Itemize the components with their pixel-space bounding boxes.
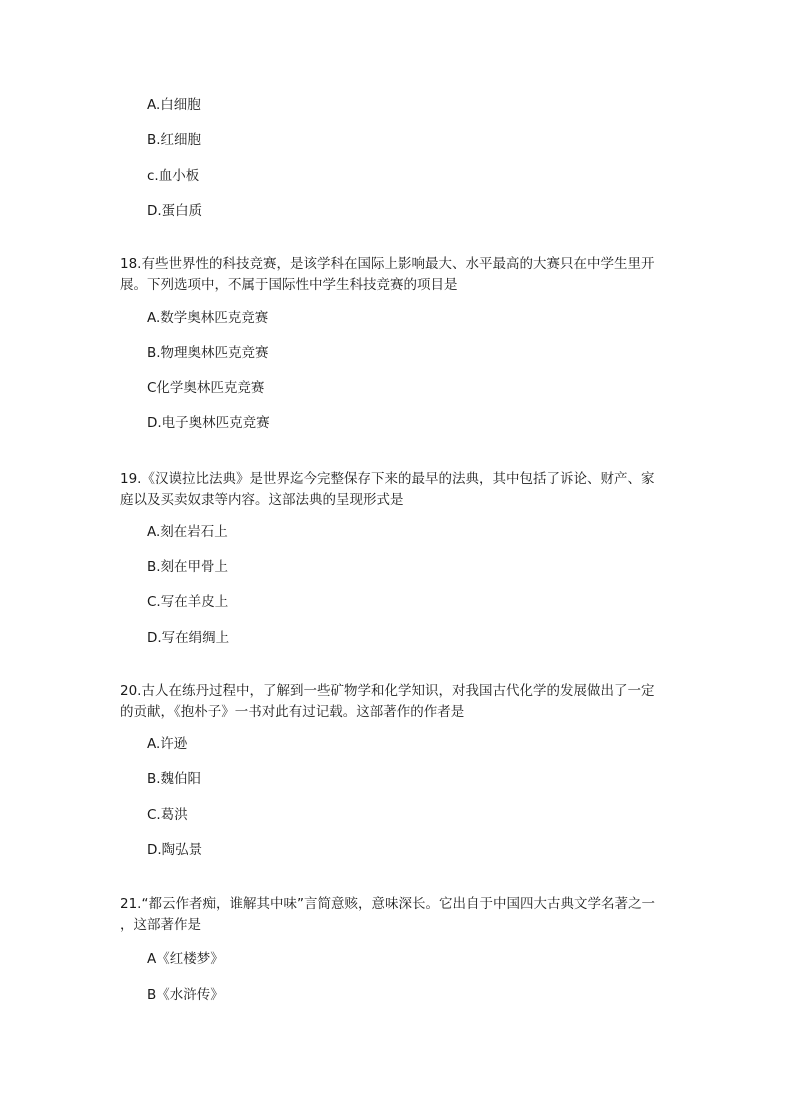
q17-option-a[interactable]: A.白细胞 xyxy=(147,97,201,113)
q20-option-b[interactable]: B.魏伯阳 xyxy=(147,771,202,787)
q21-stem xyxy=(120,894,680,936)
q18-option-a[interactable]: A.数学奥林匹克竞赛 xyxy=(147,310,269,326)
q21-stem-line: ，这部著作是 xyxy=(120,917,201,933)
q21-option-a[interactable]: A《红楼梦》 xyxy=(147,951,224,967)
q17-option-d[interactable]: D.蛋白质 xyxy=(147,203,203,219)
q18-option-b[interactable]: B.物理奥林匹克竞赛 xyxy=(147,345,269,361)
q17-option-c[interactable]: c.血小板 xyxy=(147,168,200,184)
q18-stem-line: 18.有些世界性的科技竞赛，是该学科在国际上影响最大、水平最高的大赛只在中学生里开 xyxy=(120,256,655,272)
q19-stem xyxy=(120,469,680,511)
q20-stem xyxy=(120,681,680,723)
q19-option-c[interactable]: C.写在羊皮上 xyxy=(147,594,229,610)
q18-option-d[interactable]: D.电子奥林匹克竞赛 xyxy=(147,415,270,431)
q19-stem-line: 庭以及买卖奴隶等内容。这部法典的呈现形式是 xyxy=(120,492,404,508)
q19-option-b[interactable]: B.刻在甲骨上 xyxy=(147,559,229,575)
q21-option-b[interactable]: B《水浒传》 xyxy=(147,987,224,1003)
q20-stem-line: 20.古人在练丹过程中，了解到一些矿物学和化学知识，对我国古代化学的发展做出了一定 xyxy=(120,683,655,699)
q19-option-a[interactable]: A.刻在岩石上 xyxy=(147,524,228,540)
q19-stem-line: 19.《汉谟拉比法典》是世界迄今完整保存下来的最早的法典，其中包括了诉论、财产、家 xyxy=(120,471,655,487)
q19-option-d[interactable]: D.写在绢绸上 xyxy=(147,630,230,646)
q17-option-b[interactable]: B.红细胞 xyxy=(147,132,202,148)
q20-option-c[interactable]: C.葛洪 xyxy=(147,807,188,823)
q20-option-d[interactable]: D.陶弘景 xyxy=(147,842,203,858)
q20-stem-line: 的贡献，《抱朴子》一书对此有过记载。这部著作的作者是 xyxy=(120,704,465,720)
q18-option-c[interactable]: C化学奥林匹克竞赛 xyxy=(147,380,265,396)
q18-stem xyxy=(120,254,680,296)
q20-option-a[interactable]: A.许逊 xyxy=(147,736,188,752)
q18-stem-line: 展。下列选项中，不属于国际性中学生科技竞赛的项目是 xyxy=(120,277,458,293)
q21-stem-line: 21.“都云作者痴，谁解其中味”言简意赅，意味深长。它出自于中国四大古典文学名著之一 xyxy=(120,896,655,912)
